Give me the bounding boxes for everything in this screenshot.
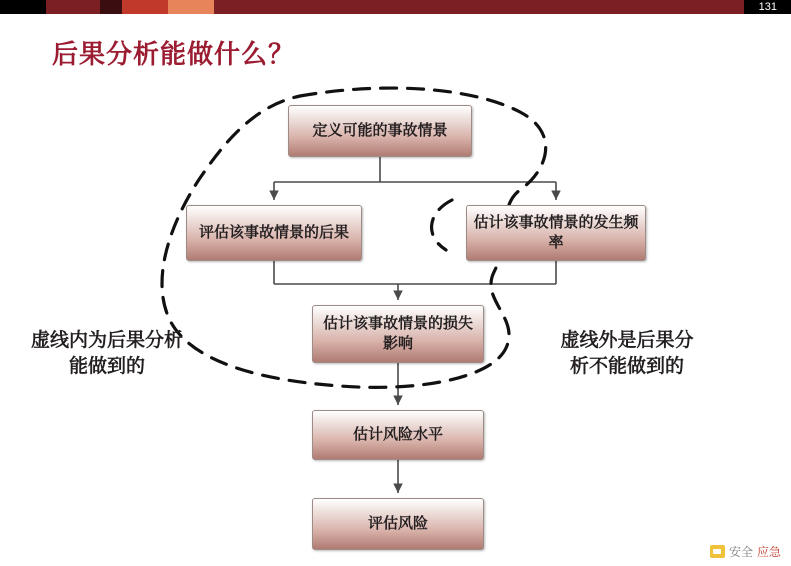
flow-node-frequency-label: 估计该事故情景的发生频率	[473, 213, 639, 251]
page-number: 131	[758, 1, 777, 13]
watermark	[710, 543, 781, 560]
flow-node-evalrisk-label: 评估风险	[367, 514, 428, 532]
flow-node-assess-consequence[interactable]	[186, 205, 362, 261]
flow-node-risk-level[interactable]	[312, 410, 484, 460]
topbar-segment-3	[122, 0, 168, 14]
topbar-segment-4	[168, 0, 214, 14]
watermark-text-prefix: 安全	[728, 545, 753, 559]
annotation-outside-dashed: 虚线外是后果分析不能做到的	[560, 330, 694, 377]
dashed-lasso-notch	[432, 200, 452, 250]
topbar-segment-5	[214, 0, 744, 14]
flow-node-loss-label: 估计该事故情景的损失影响	[322, 314, 473, 352]
topbar-segment-1	[46, 0, 100, 14]
flow-node-evaluate-risk[interactable]	[312, 498, 484, 550]
flow-node-define[interactable]	[288, 105, 472, 157]
flow-node-estimate-frequency[interactable]	[466, 205, 646, 261]
flow-node-risklevel-label: 估计风险水平	[352, 425, 443, 443]
flow-node-estimate-loss[interactable]	[312, 305, 484, 363]
topbar-segment-2	[100, 0, 122, 14]
flow-node-define-label: 定义可能的事故情景	[312, 121, 448, 139]
flow-node-assess-label: 评估该事故情景的后果	[198, 223, 349, 241]
page-title: 后果分析能做什么？	[52, 39, 296, 69]
wechat-logo-icon	[710, 545, 725, 558]
top-color-bar	[0, 0, 791, 14]
watermark-text-suffix: 应急	[756, 545, 781, 559]
annotation-inside-dashed: 虚线内为后果分析能做到的	[30, 330, 183, 377]
